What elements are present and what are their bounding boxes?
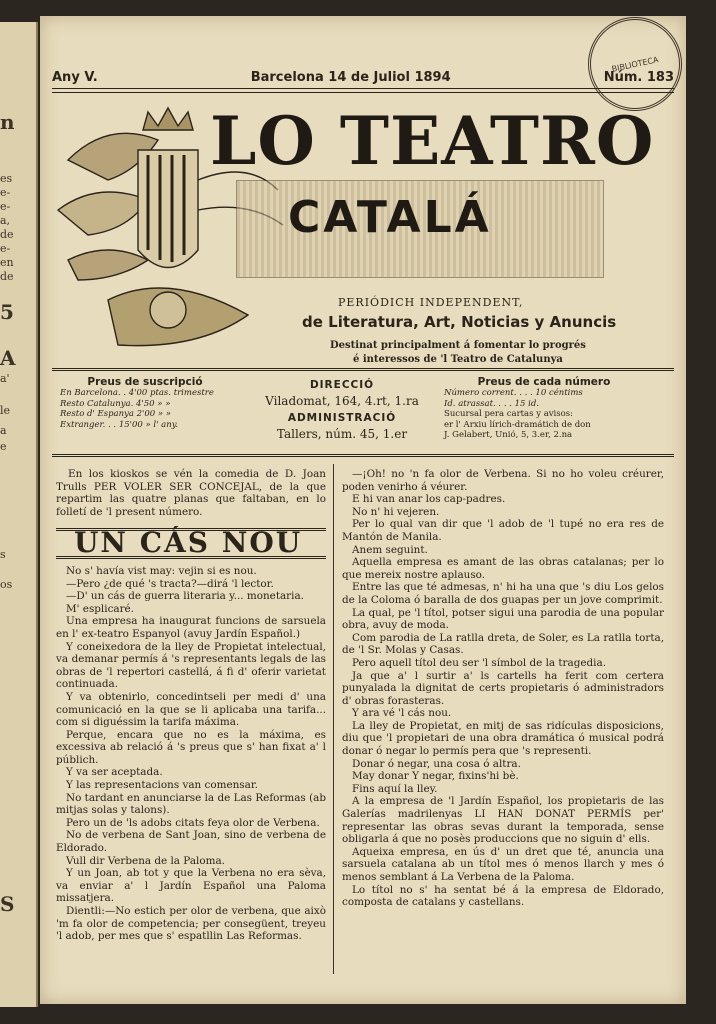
prev-page-fragment: n — [0, 110, 15, 134]
tagline-purpose-line2: é interessos de 'l Teatro de Catalunya — [352, 354, 563, 365]
masthead-title: LO TEATRO — [210, 102, 655, 180]
article-title: UN CÁS NOU — [74, 526, 303, 560]
subscription-row: Extranger. . . 15'00 » l' any. — [60, 419, 179, 430]
prev-page-fragment: e — [0, 440, 7, 453]
library-stamp: BIBLIOTECA — [579, 8, 690, 119]
header-rule — [52, 88, 674, 89]
prev-page-fragment: a, — [0, 214, 11, 227]
article-paragraph: Dientli:—No estich per olor de verbena, que això 'm fa olor de competencia; per consegüent, treyeu 'l adob, per mes que s' espatllin Las Reformas. — [56, 905, 326, 943]
direction-label: DIRECCIÓ — [309, 379, 375, 391]
subscription-row: Resto Catalunya. 4'50 » » — [60, 398, 171, 409]
left-column — [56, 468, 326, 943]
price-row: J. Gelabert, Unió, 5, 3.er, 2.na — [444, 430, 573, 440]
prev-page-fragment: e- — [0, 186, 11, 199]
article-paragraph: Pero un de 'ls adobs citats feya olor de Verbena. — [66, 816, 320, 829]
article-paragraph: May donar Y negar, fixins'hi bè. — [352, 770, 519, 783]
article-paragraph: No de verbena de Sant Joan, sino de verbena de Eldorado. — [56, 829, 326, 855]
article-paragraph: No tardant en anunciarse la de Las Reformas (ab mitjas solas y talons). — [56, 791, 326, 817]
direction-box — [252, 376, 432, 442]
previous-page-edge — [0, 22, 38, 1007]
price-box — [444, 376, 644, 441]
issue-number: Núm. 183 — [603, 70, 674, 85]
article-paragraph: Y un Joan, ab tot y que la Verbena no era sèva, va enviar a' l Jardín Español una Paloma missatjera. — [56, 867, 326, 905]
article-paragraph: —Pero ¿de qué 's tracta?—dirá 'l lector. — [66, 577, 274, 590]
price-heading: Preus de cada número — [477, 376, 611, 388]
article-paragraph: —¡Oh! no 'n fa olor de Verbena. Si no ho voleu créurer, poden venirho á véurer. — [342, 468, 664, 493]
article-paragraph: La qual, pe 'l títol, potser sigui una parodia de una popular obra, avuy de moda. — [342, 606, 664, 632]
price-row: Sucursal pera cartas y avisos: — [444, 409, 573, 419]
price-row: Id. atrassat. . . . 15 id. — [444, 398, 540, 409]
prev-page-fragment: A — [0, 346, 16, 370]
prev-page-fragment: S — [0, 892, 15, 916]
masthead-subtitle: CATALÁ — [288, 192, 492, 243]
article-paragraph: E hi van anar los cap-padres. — [352, 493, 506, 506]
info-bar — [52, 372, 674, 452]
prev-page-fragment: e- — [0, 242, 11, 255]
article-paragraph: Perque, encara que no es la máxima, es excessiva ab relació á 's preus que s' han fixat a' l públich. — [56, 728, 326, 766]
newspaper-page — [40, 16, 686, 1004]
article-paragraph: Una empresa ha inaugurat funcions de sarsuela en l' ex-teatro Espanyol (avuy Jardín Español.) — [56, 615, 326, 640]
article-paragraph: Pero aquell títol deu ser 'l símbol de la tragedia. — [352, 656, 606, 669]
article-paragraph: —D' un cás de guerra literaria y... monetaria. — [66, 590, 304, 603]
article-paragraph: Lo títol no s' ha sentat bé á la empresa de Eldorado, composta de catalans y castellans. — [342, 883, 664, 909]
article-paragraph: Y va obtenirlo, concedintseli per medi d' una comunicació en la que se li aplicaba una tarifa... com si diguéssim la tarifa máxima. — [56, 690, 326, 729]
administration-address: Tallers, núm. 45, 1.er — [276, 427, 408, 441]
prev-page-fragment: en — [0, 256, 14, 269]
prev-page-fragment: 5 — [0, 300, 14, 324]
column-divider — [333, 464, 334, 974]
subscription-box — [60, 376, 230, 430]
price-row: Número corrent. . . . 10 céntims — [444, 388, 583, 398]
price-row: er l' Arxiu lírich-dramátich de don — [444, 419, 591, 430]
tagline-purpose — [330, 339, 586, 367]
issue-date: Barcelona 14 de Juliol 1894 — [250, 70, 451, 85]
article-paragraph: Y va ser aceptada. — [66, 766, 163, 779]
article-paragraph: Aqueixa empresa, en ús d' un dret que té, anuncia una sarsuela catalana ab un títol mes ó menos llarch y mes ó menos semblant á La Verbena de la Paloma. — [342, 845, 664, 883]
issue-year: Any V. — [52, 70, 98, 85]
administration-label: ADMINISTRACIÓ — [287, 412, 397, 424]
header-rule-thin — [52, 92, 674, 93]
article-paragraph: Vull dir Verbena de la Paloma. — [66, 854, 225, 867]
article-paragraph: Donar ó negar, una cosa ó altra. — [352, 757, 521, 770]
article-paragraph: Anem seguint. — [352, 543, 428, 556]
prev-page-fragment: de — [0, 228, 14, 241]
tagline-independent: PERIÓDICH INDEPENDENT, — [338, 296, 524, 309]
article-paragraph: A la empresa de 'l Jardín Español, los propietaris de las Galerías madrilenyas LI HAN DONAT PERMÍS per' representar las obras sevas durant la temporada, sense obligarla á que no posès produccions que no siguin d' ells. — [342, 795, 664, 846]
prev-page-fragment: e- — [0, 200, 11, 213]
article-paragraph: M' esplicaré. — [66, 602, 135, 615]
article-paragraph: Aquella empresa es amant de las obras catalanas; per lo que mereix nostre aplauso. — [342, 556, 664, 581]
subscription-heading: Preus de suscripció — [87, 376, 203, 388]
article-paragraph: No n' hi vejeren. — [352, 505, 440, 518]
tagline-subjects: de Literatura, Art, Noticias y Anuncis — [302, 313, 617, 331]
article-paragraph: No s' havía vist may: vejin si es nou. — [66, 564, 257, 577]
infobar-top-rule — [52, 368, 674, 371]
article-body-right — [342, 468, 664, 909]
prev-page-fragment: a' — [0, 372, 10, 385]
subscription-row: En Barcelona. . 4'00 ptas. trimestre — [60, 388, 214, 398]
prev-page-fragment: a — [0, 424, 7, 437]
prev-page-fragment: os — [0, 578, 13, 591]
tagline-purpose-line1: Destinat principalment á fomentar lo progrés — [330, 340, 586, 351]
article-paragraph: Per lo qual van dir que 'l adob de 'l tupé no era res de Mantón de Manila. — [342, 518, 664, 543]
prev-page-fragment: s — [0, 548, 6, 561]
article-body-left — [56, 565, 326, 943]
article-paragraph: Com parodia de La ratlla dreta, de Soler, es La ratlla torta, de 'l Sr. Molas y Casas. — [342, 631, 664, 657]
article-paragraph: Entre las que té admesas, n' hi ha una que 's diu Los gelos de la Coloma ó baralla de dos guapas per un jove comprimit. — [342, 581, 664, 606]
prev-page-fragment: le — [0, 404, 11, 417]
article-paragraph: Ja que a' l surtir a' ls cartells ha ferit com certera punyalada la dignitat de certs propietaris ó administradors d' obras forasteras. — [342, 669, 664, 707]
prev-page-fragment: es — [0, 172, 13, 185]
issue-header — [52, 70, 674, 85]
article-paragraph: Y coneixedora de la lley de Propietat intelectual, va demanar permís á 's representants legals de las obras de 'l repertori castellá, á fi d' oferir varietat continuada. — [56, 640, 326, 691]
subscription-row: Resto d' Espanya 2'00 » » — [60, 409, 171, 419]
direction-address: Viladomat, 164, 4.rt, 1.ra — [265, 394, 419, 408]
article-paragraph: La lley de Propietat, en mitj de sas ridículas disposicions, diu que 'l propietari de una obra dramática ó musical podrá donar ó negar lo permís pera que 's representi. — [342, 719, 664, 758]
infobar-bottom-rule — [52, 454, 674, 457]
right-column — [342, 468, 664, 909]
intro-notice: En los kioskos se vén la comedia de D. Joan Trulls PER VOLER SER CONCEJAL, de la que repartim las quatre planas que faltaban, en lo folletí de 'l present número. — [56, 468, 326, 518]
article-paragraph: Fins aquí la lley. — [352, 782, 438, 795]
article-paragraph: Y ara vé 'l cás nou. — [352, 707, 452, 720]
prev-page-fragment: de — [0, 270, 14, 283]
article-paragraph: Y las representacions van comensar. — [66, 779, 258, 792]
